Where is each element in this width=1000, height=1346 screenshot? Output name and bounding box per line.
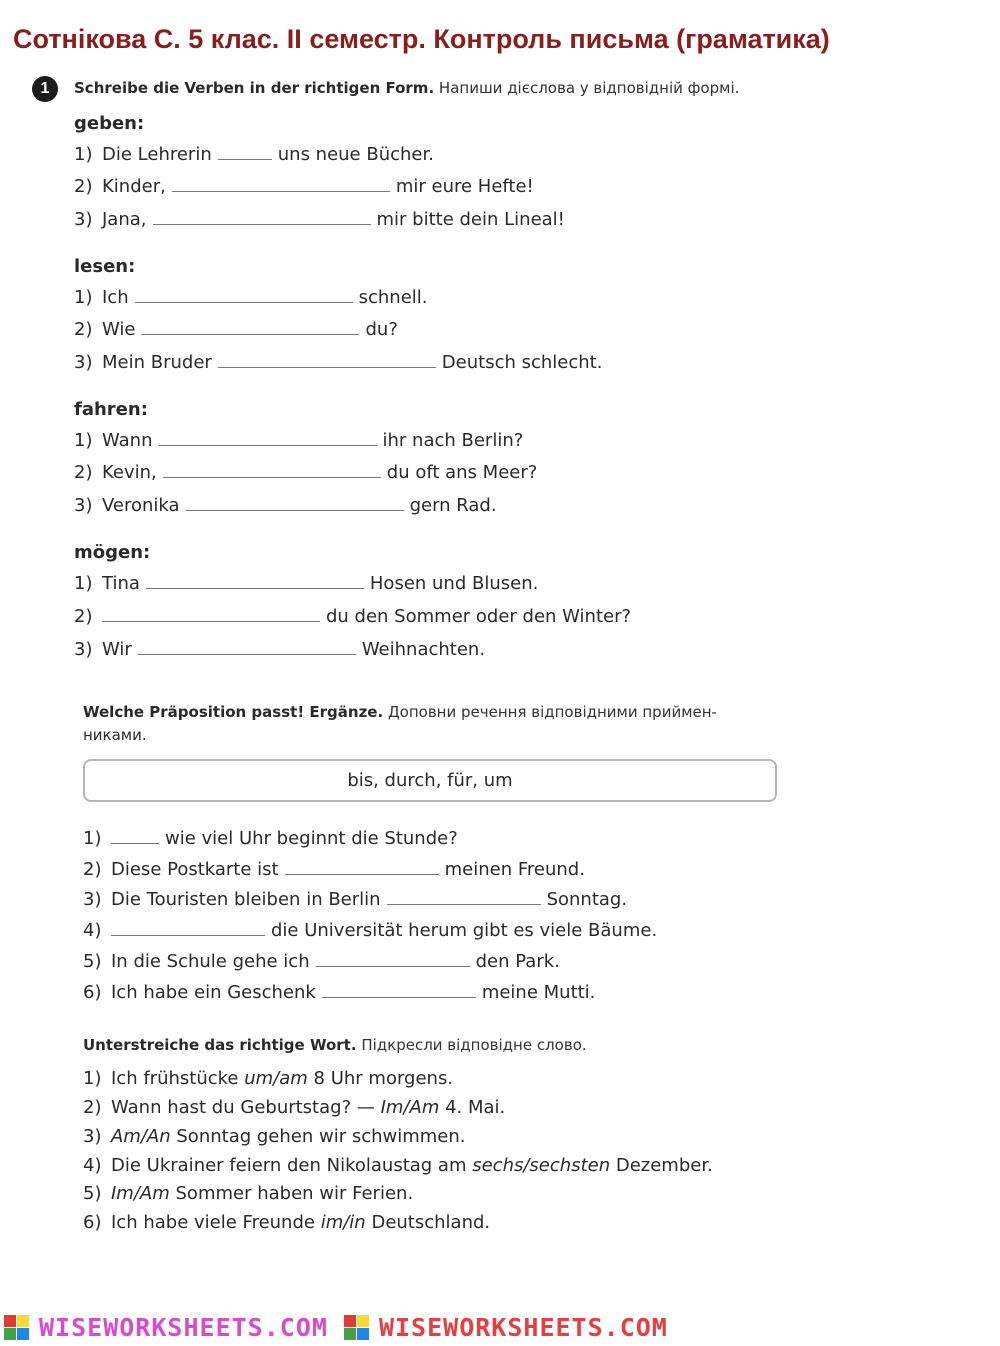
line-number: 3) — [74, 639, 93, 660]
line-text-b: Deutschland. — [371, 1212, 491, 1233]
line-text-before: Veronika — [102, 495, 180, 516]
line-number: 1) — [83, 828, 102, 849]
line-number: 1) — [74, 287, 93, 308]
task1-instruction-de: Schreibe die Verben in der richtigen Form. — [74, 79, 435, 97]
word-choice[interactable]: im/in — [320, 1212, 366, 1233]
exercise-line — [83, 1097, 505, 1119]
line-text-before: Wann — [102, 430, 153, 451]
line-text-after: schnell. — [358, 287, 428, 308]
line-number: 2) — [83, 1097, 102, 1118]
line-number: 6) — [83, 1212, 102, 1233]
exercise-line — [74, 141, 434, 166]
line-number: 2) — [74, 462, 93, 483]
line-text-after: mir bitte dein Lineal! — [376, 209, 565, 230]
answer-blank[interactable] — [172, 173, 390, 192]
line-text-after: du oft ans Meer? — [386, 462, 538, 483]
task2-instruction-ua: Доповни речення відповідними приймен- — [387, 703, 717, 721]
line-text-after: Sonntag. — [546, 889, 628, 910]
task2-instruction — [83, 703, 717, 721]
word-choice[interactable]: Im/Am — [380, 1097, 440, 1118]
line-number: 1) — [74, 573, 93, 594]
line-text-a: Ich habe viele Freunde — [111, 1212, 315, 1233]
word-box: bis, durch, für, um — [83, 759, 777, 802]
exercise-line — [83, 856, 585, 881]
word-choice[interactable]: Am/An — [111, 1126, 171, 1147]
line-text-a: Die Ukrainer feiern den Nikolaustag am — [111, 1155, 467, 1176]
answer-blank[interactable] — [387, 886, 541, 905]
line-number: 1) — [83, 1068, 102, 1089]
answer-blank[interactable] — [135, 284, 353, 303]
logo-icon — [4, 1315, 29, 1340]
line-text-b: 8 Uhr morgens. — [313, 1068, 454, 1089]
line-text-a: Wann hast du Geburtstag? — — [111, 1097, 375, 1118]
answer-blank[interactable] — [146, 570, 364, 589]
footer-watermark — [0, 1311, 1000, 1343]
exercise-line — [74, 492, 497, 517]
exercise-line — [83, 1183, 413, 1205]
line-text-before: Ich — [102, 287, 129, 308]
line-number: 2) — [74, 319, 93, 340]
verb-heading: geben: — [74, 113, 145, 134]
answer-blank[interactable] — [163, 459, 381, 478]
line-number: 2) — [74, 606, 93, 627]
line-text-after: wie viel Uhr beginnt die Stunde? — [165, 828, 458, 849]
line-text-after: Deutsch schlecht. — [441, 352, 603, 373]
exercise-line — [83, 1068, 453, 1090]
task-number-badge: 1 — [32, 76, 58, 102]
line-text-before: Mein Bruder — [102, 352, 212, 373]
footer-brand: WISEWORKSHEETS.COM — [39, 1312, 328, 1342]
exercise-line — [74, 459, 537, 484]
line-text-b: Sonntag gehen wir schwimmen. — [176, 1126, 466, 1147]
verb-heading: lesen: — [74, 256, 136, 277]
line-text-before: Diese Postkarte ist — [111, 859, 279, 880]
task2-instruction-de: Welche Präposition passt! Ergänze. — [83, 703, 384, 721]
line-text-after: den Park. — [475, 951, 560, 972]
answer-blank[interactable] — [138, 636, 356, 655]
line-text-before: Ich habe ein Geschenk — [111, 982, 316, 1003]
exercise-line — [83, 886, 627, 911]
line-text-before: Jana, — [102, 209, 147, 230]
line-text-after: du? — [365, 319, 398, 340]
task3-instruction — [83, 1036, 587, 1054]
exercise-line — [74, 316, 398, 341]
line-text-before: Kevin, — [102, 462, 157, 483]
line-number: 1) — [74, 144, 93, 165]
exercise-line — [83, 917, 657, 942]
line-text-after: die Universität herum gibt es viele Bäume. — [271, 920, 658, 941]
page-title: Сотнікова С. 5 клас. ІІ семестр. Контроль письма (граматика) — [13, 24, 830, 54]
line-number: 3) — [83, 889, 102, 910]
exercise-line — [74, 603, 631, 628]
line-text-after: meine Mutti. — [481, 982, 596, 1003]
line-text-after: Weihnachten. — [361, 639, 486, 660]
task3-instruction-ua: Підкресли відповідне слово. — [361, 1036, 587, 1054]
exercise-line — [83, 825, 458, 850]
line-text-after: ihr nach Berlin? — [382, 430, 524, 451]
line-text-b: Sommer haben wir Ferien. — [175, 1183, 414, 1204]
line-number: 3) — [74, 495, 93, 516]
line-text-b: 4. Mai. — [445, 1097, 506, 1118]
line-text-after: mir eure Hefte! — [395, 176, 534, 197]
answer-blank[interactable] — [218, 141, 272, 160]
exercise-line — [74, 349, 602, 374]
line-text-before: Die Lehrerin — [102, 144, 212, 165]
line-text-after: gern Rad. — [409, 495, 497, 516]
line-text-before: In die Schule gehe ich — [111, 951, 310, 972]
line-text-after: du den Sommer oder den Winter? — [326, 606, 632, 627]
answer-blank[interactable] — [102, 603, 320, 622]
task1-instruction-ua: Напиши дієслова у відповідній формі. — [438, 79, 740, 97]
answer-blank[interactable] — [159, 427, 377, 446]
task2-instruction-cont: никами. — [83, 726, 147, 744]
answer-blank[interactable] — [316, 948, 470, 967]
answer-blank[interactable] — [111, 917, 265, 936]
word-choice[interactable]: Im/Am — [111, 1183, 170, 1204]
word-choice[interactable]: sechs/sechsten — [472, 1155, 611, 1176]
line-text-after: Hosen und Blusen. — [369, 573, 539, 594]
exercise-line — [83, 1126, 466, 1148]
answer-blank[interactable] — [218, 349, 436, 368]
verb-heading: fahren: — [74, 399, 148, 420]
exercise-line — [83, 1212, 490, 1234]
line-text-b: Dezember. — [615, 1155, 713, 1176]
answer-blank[interactable] — [322, 979, 476, 998]
line-number: 3) — [74, 352, 93, 373]
line-number: 2) — [74, 176, 93, 197]
line-number: 3) — [74, 209, 93, 230]
task3-instruction-de: Unterstreiche das richtige Wort. — [83, 1036, 357, 1054]
line-text-after: meinen Freund. — [444, 859, 585, 880]
exercise-line — [83, 948, 560, 973]
verb-heading: mögen: — [74, 542, 151, 563]
line-text-before: Die Touristen bleiben in Berlin — [111, 889, 381, 910]
word-choice[interactable]: um/am — [244, 1068, 308, 1089]
line-number: 6) — [83, 982, 102, 1003]
answer-blank[interactable] — [186, 492, 404, 511]
exercise-line — [83, 979, 595, 1004]
line-text-before: Wie — [102, 319, 136, 340]
exercise-line — [74, 636, 485, 661]
line-text-before: Kinder, — [102, 176, 166, 197]
answer-blank[interactable] — [141, 316, 359, 335]
exercise-line — [74, 570, 538, 595]
line-number: 2) — [83, 859, 102, 880]
exercise-line — [83, 1155, 713, 1177]
line-number: 5) — [83, 951, 102, 972]
line-number: 1) — [74, 430, 93, 451]
exercise-line — [74, 206, 565, 231]
line-text-a: Ich frühstücke — [111, 1068, 239, 1089]
exercise-line — [74, 173, 534, 198]
line-number: 4) — [83, 1155, 102, 1176]
logo-icon — [344, 1315, 369, 1340]
exercise-line — [74, 427, 523, 452]
line-number: 5) — [83, 1183, 102, 1204]
footer-brand: WISEWORKSHEETS.COM — [378, 1312, 668, 1342]
answer-blank[interactable] — [285, 856, 439, 875]
answer-blank[interactable] — [111, 825, 159, 844]
exercise-line — [74, 284, 428, 309]
line-number: 3) — [83, 1126, 102, 1147]
line-number: 4) — [83, 920, 102, 941]
line-text-before: Tina — [102, 573, 140, 594]
line-text-after: uns neue Bücher. — [277, 144, 434, 165]
task1-instruction — [74, 79, 739, 97]
answer-blank[interactable] — [153, 206, 371, 225]
line-text-before: Wir — [102, 639, 132, 660]
